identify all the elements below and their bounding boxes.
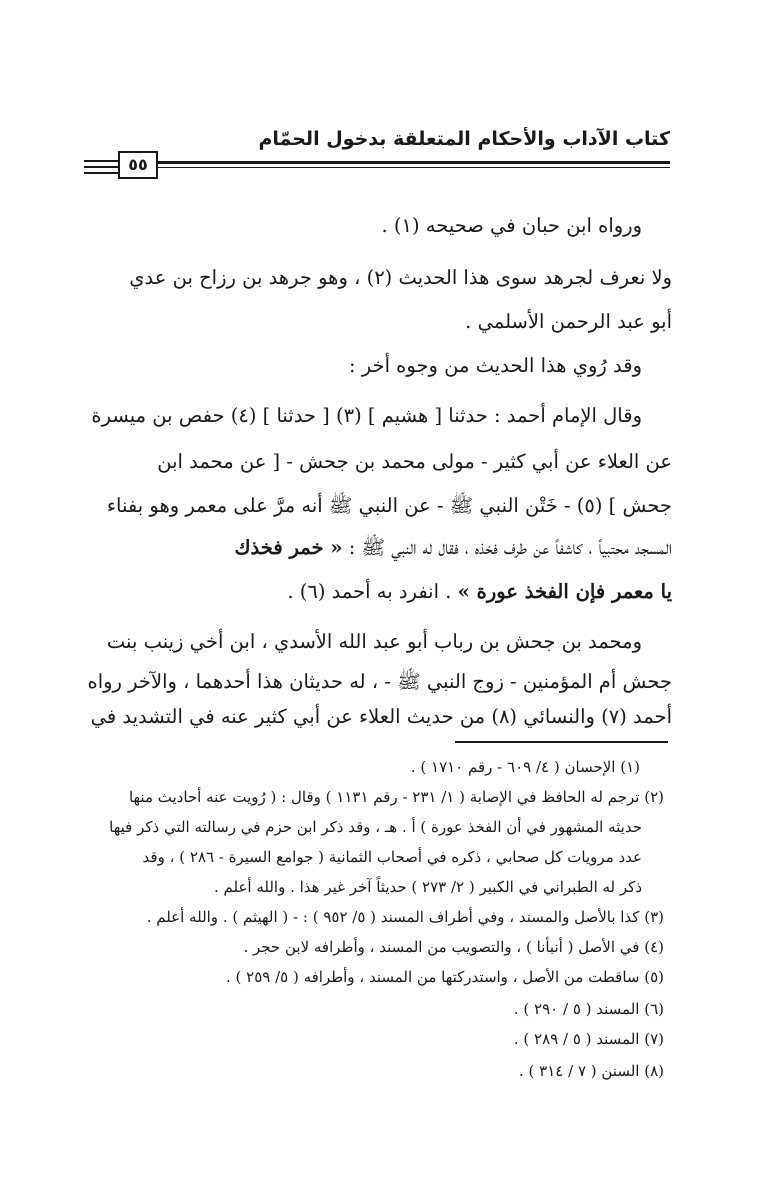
hadith-quote-end: يا معمر فإن الفخذ عورة » bbox=[457, 580, 672, 603]
body-line: ورواه ابن حبان في صحيحه (١) . bbox=[381, 214, 642, 237]
footnote: (٤) في الأصل ( أنبأنا ) ، والتصويب من المسند ، وأطرافه لابن حجر . bbox=[243, 938, 664, 956]
footnote: (٢) ترجم له الحافظ في الإصابة ( ١/ ٢٣١ - رقم ١١٣١ ) وقال : ( رُويت عنه أحاديث منها bbox=[128, 788, 664, 806]
footnote: (٨) السنن ( ٧ / ٣١٤ ) . bbox=[519, 1062, 664, 1080]
footnote-continuation: ذكر له الطبراني في الكبير ( ٢/ ٢٧٣ ) حديثاً آخر غير هذا . والله أعلم . bbox=[213, 878, 642, 896]
body-line: ولا نعرف لجرهد سوى هذا الحديث (٢) ، وهو جرهد بن رزاح بن عدي bbox=[129, 266, 672, 289]
body-line: وقد رُوي هذا الحديث من وجوه أخر : bbox=[348, 354, 642, 377]
body-line-with-quote bbox=[287, 580, 672, 603]
header-rule bbox=[158, 161, 670, 164]
body-line: أبو عبد الرحمن الأسلمي . bbox=[465, 310, 672, 333]
header-rule-left bbox=[84, 160, 118, 162]
body-line: ومحمد بن جحش بن رباب أبو عبد الله الأسدي ، ابن أخي زينب بنت bbox=[106, 630, 642, 653]
body-line: وقال الإمام أحمد : حدثنا [ هشيم ] (٣) [ حدثنا ] (٤) حفص بن ميسرة bbox=[91, 404, 642, 427]
body-line: أحمد (٧) والنسائي (٨) من حديث العلاء عن أبي كثير عنه في التشديد في bbox=[90, 705, 672, 728]
running-title: كتاب الآداب والأحكام المتعلقة بدخول الحمّام bbox=[258, 128, 670, 150]
footnote: (١) الإحسان ( ٤/ ٦٠٩ - رقم ١٧١٠ ) . bbox=[410, 758, 640, 776]
footnote: (٣) كذا بالأصل والمسند ، وفي أطراف المسند ( ٥/ ٩٥٢ ) : - ( الهيثم ) . والله أعلم . bbox=[146, 908, 664, 926]
page-number: ٥٥ bbox=[118, 151, 158, 179]
body-line: جحش ] (٥) - خَتْن النبي ﷺ - عن النبي ﷺ أنه مرَّ على معمر وهو بفناء bbox=[106, 494, 672, 517]
body-line-text: المسجد محتبياً ، كاشفاً عن طرف فخذه ، فقال له النبي ﷺ : bbox=[348, 536, 672, 559]
body-line: جحش أم المؤمنين - زوج النبي ﷺ - ، له حديثان هذا أحدهما ، والآخر رواه bbox=[87, 670, 672, 693]
header-rule-thin bbox=[158, 167, 670, 168]
header-rule-left bbox=[84, 172, 118, 174]
footnote-continuation: حديثه المشهور في أن الفخذ عورة ) أ . هـ ، وقد ذكر ابن حزم في رسالته التي ذكر فيها bbox=[109, 818, 642, 836]
footnote: (٦) المسند ( ٥ / ٢٩٠ ) . bbox=[513, 1000, 664, 1018]
hadith-quote-start: « خمر فخذك bbox=[234, 536, 343, 559]
body-line: عن العلاء عن أبي كثير - مولى محمد بن جحش - [ عن محمد ابن bbox=[157, 450, 672, 473]
header-rule-left bbox=[84, 166, 118, 168]
footnote: (٥) ساقطت من الأصل ، واستدركتها من المسند ، وأطرافه ( ٥/ ٢٥٩ ) . bbox=[225, 968, 664, 986]
footnote: (٧) المسند ( ٥ / ٢٨٩ ) . bbox=[513, 1030, 664, 1048]
footnote-continuation: عدد مرويات كل صحابي ، ذكره في أصحاب الثمانية ( جوامع السيرة - ٢٨٦ ) ، وقد bbox=[142, 848, 642, 866]
footnote-separator bbox=[455, 741, 668, 743]
body-line-with-quote bbox=[234, 536, 672, 564]
body-line-text: . انفرد به أحمد (٦) . bbox=[287, 580, 452, 603]
